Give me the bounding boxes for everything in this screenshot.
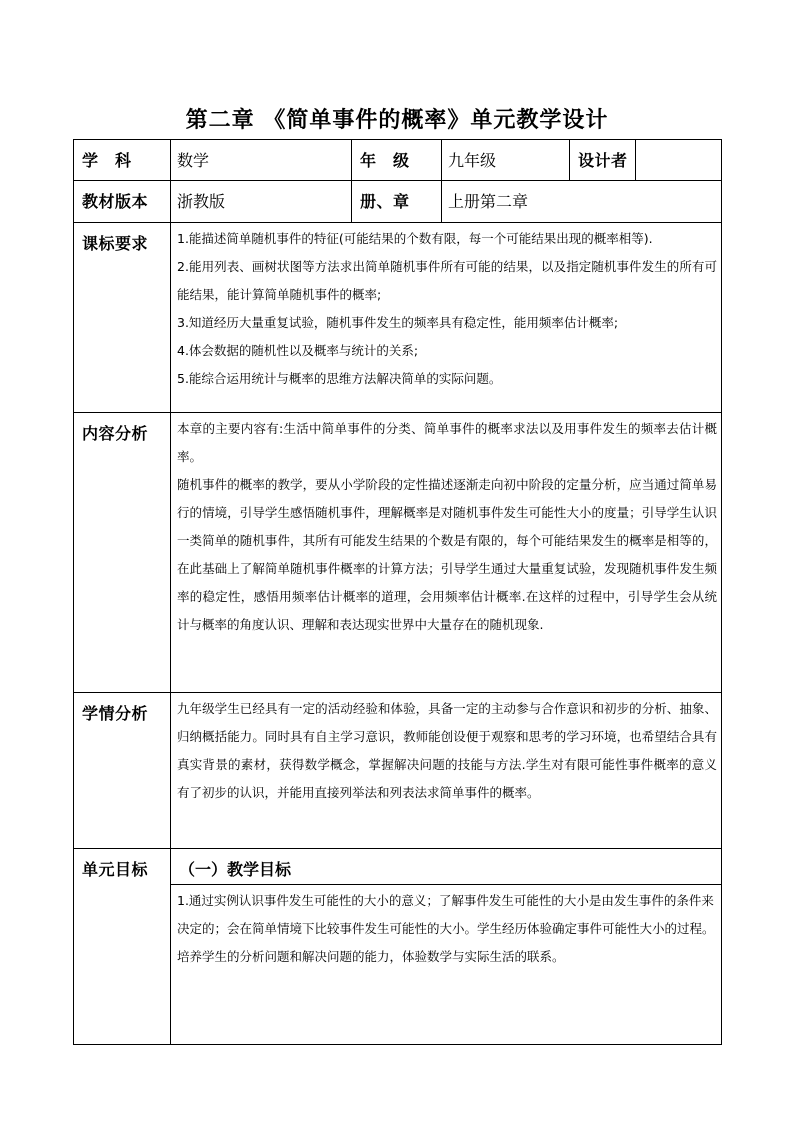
subject-label: 学 科 [74, 140, 171, 181]
content-analysis-label: 内容分析 [74, 413, 171, 693]
curriculum-content [171, 223, 722, 413]
row-curriculum [74, 223, 722, 413]
content-paragraph: 随机事件的概率的教学，要从小学阶段的定性描述逐渐走向初中阶段的定量分析，应当通过简单易行的情境，引导学生感悟随机事件，理解概率是对随机事件发生可能性大小的度量；引导学生认识一类简单的随机事件，其所有可能发生结果的个数是有限的，每个可能结果发生的概率是相等的，在此基础上了解简单随机事件概率的计算方法；引导学生通过大量重复试验，发现随机事件发生频率的稳定性，感悟用频率估计概率的道理，会用频率估计概率.在这样的过程中，引导学生会从统计与概率的角度认识、理解和表达现实世界中大量存在的随机现象. [177, 477, 717, 632]
design-table [73, 139, 722, 1045]
designer-value [636, 140, 722, 181]
curriculum-item: 3.知道经历大量重复试验，随机事件发生的频率具有稳定性，能用频率估计概率; [177, 315, 619, 330]
designer-label: 设计者 [570, 140, 636, 181]
row-unit-goals [74, 849, 722, 1045]
unit-goals-content [171, 849, 722, 1045]
chapter-value: 上册第二章 [442, 181, 722, 223]
grade-label: 年 级 [352, 140, 442, 181]
row-edition [74, 181, 722, 223]
goals-subheading: （一）教学目标 [171, 849, 721, 885]
student-paragraph: 九年级学生已经具有一定的活动经验和体验，具备一定的主动参与合作意识和初步的分析、抽象、归纳概括能力。同时具有自主学习意识，教师能创设便于观察和思考的学习环境，也希望结合具有真实背景的素材，获得数学概念，掌握解决问题的技能与方法.学生对有限可能性事件概率的意义有了初步的认识，并能用直接列举法和列表法求简单事件的概率。 [177, 701, 717, 800]
goals-paragraph: 1.通过实例认识事件发生可能性的大小的意义；了解事件发生可能性的大小是由发生事件的条件来决定的；会在简单情境下比较事件发生可能性的大小。学生经历体验确定事件可能性大小的过程。培养学生的分析问题和解决问题的能力，体验数学与实际生活的联系。 [177, 893, 715, 964]
unit-goals-label: 单元目标 [74, 849, 171, 1045]
row-content-analysis [74, 413, 722, 693]
curriculum-label: 课标要求 [74, 223, 171, 413]
curriculum-item: 1.能描述简单随机事件的特征(可能结果的个数有限，每一个可能结果出现的概率相等). [177, 231, 653, 246]
edition-label: 教材版本 [74, 181, 171, 223]
page-title: 第二章 《简单事件的概率》单元教学设计 [185, 108, 609, 133]
chapter-label: 册、章 [352, 181, 442, 223]
curriculum-item: 5.能综合运用统计与概率的思维方法解决简单的实际问题。 [177, 371, 502, 386]
grade-value: 九年级 [442, 140, 570, 181]
row-subject [74, 140, 722, 181]
content-paragraph: 本章的主要内容有:生活中简单事件的分类、简单事件的概率求法以及用事件发生的频率去估计概率。 [177, 421, 717, 464]
goals-text-block [171, 885, 721, 973]
curriculum-item: 4.体会数据的随机性以及概率与统计的关系; [177, 343, 419, 358]
student-analysis-content [171, 693, 722, 849]
subject-value: 数学 [171, 140, 352, 181]
edition-value: 浙教版 [171, 181, 352, 223]
student-analysis-label: 学情分析 [74, 693, 171, 849]
content-analysis-content [171, 413, 722, 693]
curriculum-item: 2.能用列表、画树状图等方法求出简单随机事件所有可能的结果，以及指定随机事件发生的所有可能结果，能计算简单随机事件的概率; [177, 259, 717, 302]
row-student-analysis [74, 693, 722, 849]
